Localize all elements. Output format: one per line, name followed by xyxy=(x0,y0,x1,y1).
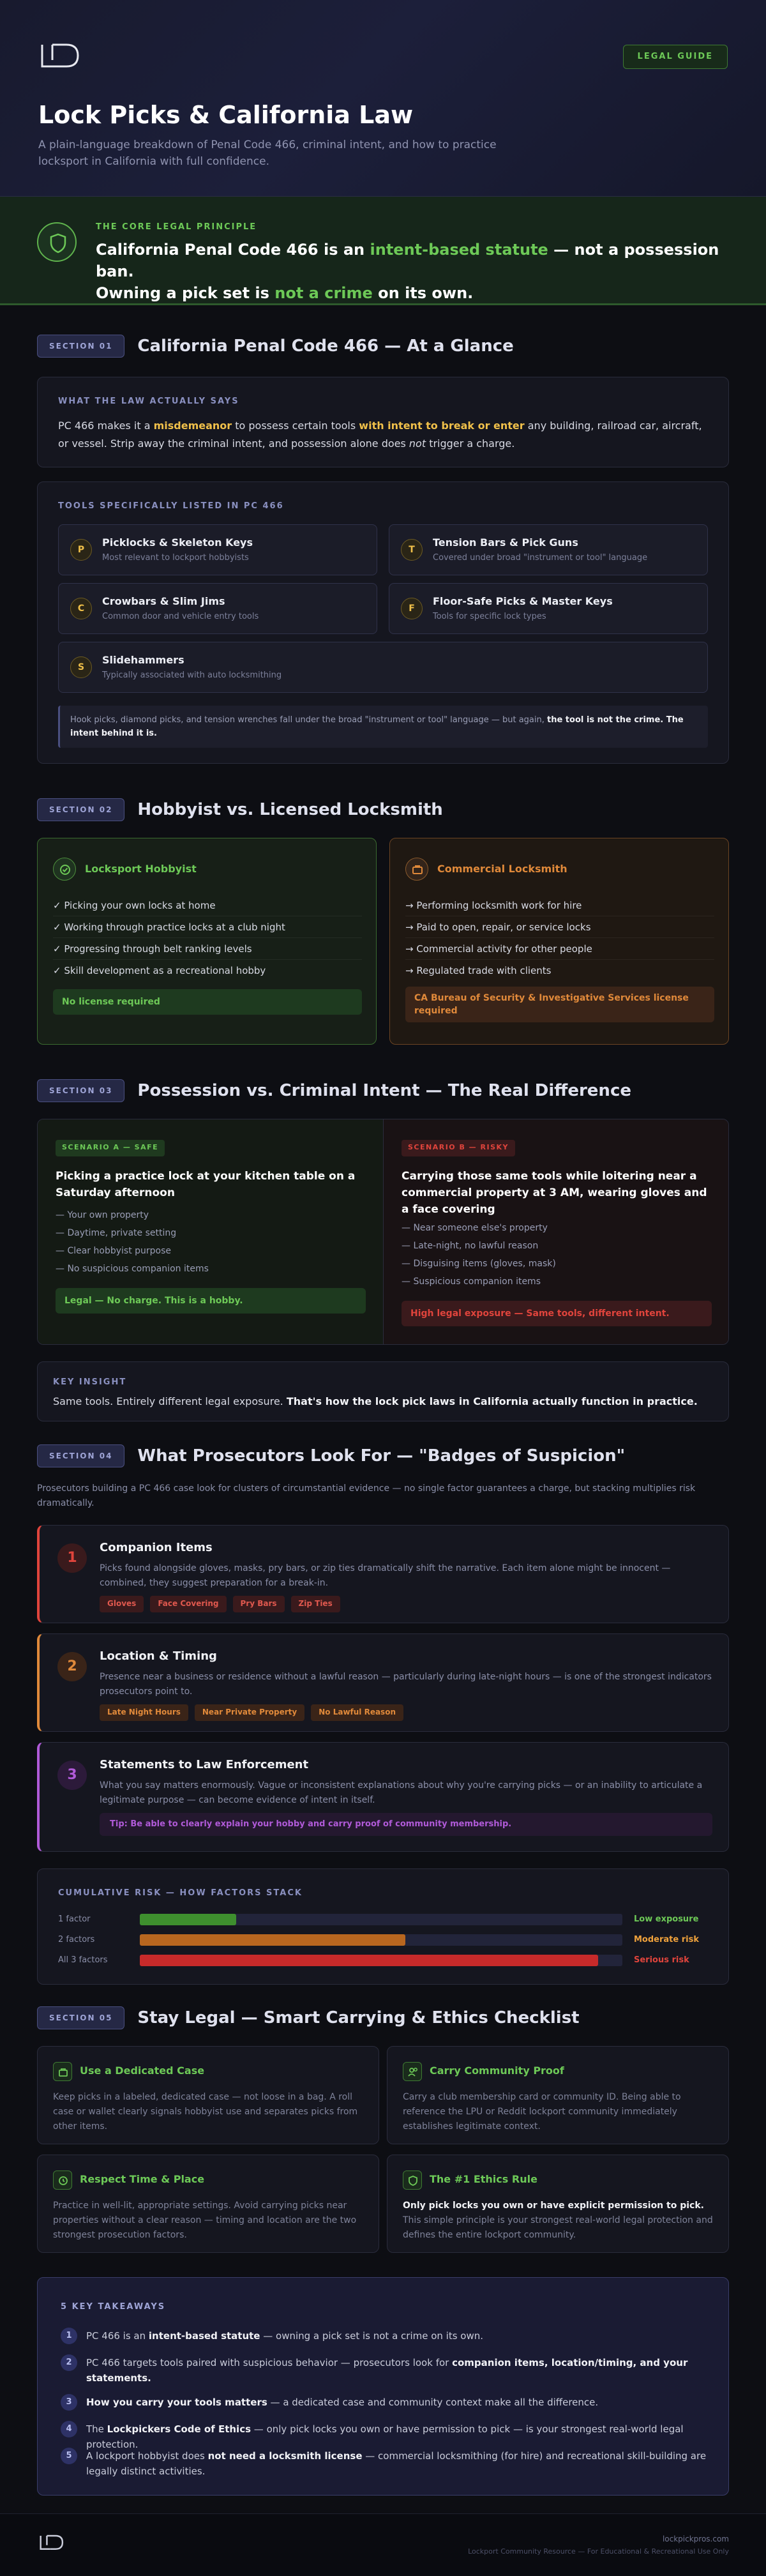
risk-result: Low exposure xyxy=(634,1914,699,1924)
hobbyist-license-note: No license required xyxy=(53,989,362,1015)
scenario-b-tag-wrap xyxy=(402,1140,515,1156)
risk-result: Serious risk xyxy=(634,1955,689,1965)
list-item: → Regulated trade with clients xyxy=(405,965,552,976)
checklist-card-time-place xyxy=(37,2155,379,2253)
list-item: — Near someone else's property xyxy=(402,1223,548,1233)
scenario-a-list xyxy=(56,1206,209,1278)
takeaway-item: The Lockpickers Code of Ethics — only pick locks you own or have permission to pick — is your strongest real-world legal protection. xyxy=(86,2423,684,2450)
scenario-b-verdict: High legal exposure — Same tools, different intent. xyxy=(402,1301,712,1326)
section-pill: SECTION 02 xyxy=(37,798,124,821)
footer-site-link[interactable]: lockpickpros.com xyxy=(662,2534,729,2543)
locksmith-list xyxy=(405,895,714,981)
tool-item xyxy=(389,524,708,575)
checklist-title: Carry Community Proof xyxy=(430,2065,564,2077)
checklist-card-proof xyxy=(387,2046,729,2144)
cumulative-risk-card xyxy=(37,1868,729,1985)
key-insight-text: Same tools. Entirely different legal exposure. That's how the lock pick laws in California actually function in practice. xyxy=(53,1395,698,1407)
risk-bar-fill xyxy=(140,1934,405,1946)
section-pill: SECTION 03 xyxy=(37,1079,124,1102)
list-item: — Clear hobbyist purpose xyxy=(56,1246,172,1256)
tag: Pry Bars xyxy=(233,1596,285,1612)
section-pill: SECTION 04 xyxy=(37,1444,124,1467)
takeaway-number: 3 xyxy=(61,2394,77,2411)
tools-label: TOOLS SPECIFICALLY LISTED IN PC 466 xyxy=(58,501,284,511)
scenario-a xyxy=(38,1119,384,1345)
list-item: → Paid to open, repair, or service locks xyxy=(405,916,714,938)
tool-letter-icon: C xyxy=(70,598,92,619)
badge-number: 1 xyxy=(57,1543,87,1573)
badge-title: Companion Items xyxy=(100,1541,213,1554)
takeaway-number: 4 xyxy=(61,2421,77,2437)
tag: Near Private Property xyxy=(195,1704,304,1721)
footer xyxy=(0,2513,766,2576)
tool-title: Tension Bars & Pick Guns xyxy=(433,536,578,549)
shield-icon xyxy=(37,222,77,262)
risk-factor-label: All 3 factors xyxy=(58,1955,108,1965)
tool-letter-icon: F xyxy=(401,598,423,619)
badge-desc: What you say matters enormously. Vague or inconsistent explanations about why you're carrying picks — or an inability to articulate a legitimate purpose — can become evidence of intent in itself. xyxy=(100,1780,703,1805)
scenario-a-title: Picking a practice lock at your kitchen table on a Saturday afternoon xyxy=(56,1170,356,1199)
badge-desc: Picks found alongside gloves, masks, pry bars, or zip ties dramatically shift the narrative. Each item alone might be innocent — combined, they suggest preparation for a break-in. xyxy=(100,1563,671,1588)
checklist-desc: Carry a club membership card or community ID. Being able to reference the LPU or Reddit lockport community immediately establishes legitimate context. xyxy=(403,2092,681,2132)
tool-desc: Typically associated with auto locksmithing xyxy=(102,671,282,680)
page-title: Lock Picks & California Law xyxy=(38,101,414,129)
locksmith-title: Commercial Locksmith xyxy=(437,863,567,875)
tool-letter-icon: P xyxy=(70,539,92,561)
badge-title: Location & Timing xyxy=(100,1649,217,1663)
clock-icon xyxy=(53,2171,72,2190)
tool-title: Floor-Safe Picks & Master Keys xyxy=(433,595,613,607)
tool-letter-icon: S xyxy=(70,656,92,678)
list-item: — Daytime, private setting xyxy=(56,1228,177,1238)
risk-factor-label: 1 factor xyxy=(58,1914,91,1924)
tag: No Lawful Reason xyxy=(311,1704,403,1721)
takeaway-item: How you carry your tools matters — a dedicated case and community context make all the difference. xyxy=(86,2397,599,2408)
section-pill: SECTION 01 xyxy=(37,335,124,358)
takeaway-number: 2 xyxy=(61,2354,77,2371)
section-pill: SECTION 05 xyxy=(37,2006,124,2029)
takeaway-number: 5 xyxy=(61,2448,77,2464)
scenario-b-title: Carrying those same tools while loitering near a commercial property at 3 AM, wearing gloves and a face covering xyxy=(402,1170,707,1216)
tool-item xyxy=(58,524,377,575)
checklist-desc: Keep picks in a labeled, dedicated case — not loose in a bag. A roll case or wallet clearly signals hobbyist use and separates picks from other items. xyxy=(53,2092,358,2132)
section-03-header xyxy=(37,1078,631,1103)
tool-letter-icon: T xyxy=(401,539,423,561)
hobbyist-title: Locksport Hobbyist xyxy=(85,863,197,875)
core-principle-banner xyxy=(0,197,766,305)
tool-desc: Tools for specific lock types xyxy=(433,612,546,621)
badge-desc: Presence near a business or residence without a lawful reason — particularly during late-night hours — is one of the strongest indicators prosecutors point to. xyxy=(100,1672,712,1697)
shield-icon xyxy=(403,2171,422,2190)
list-item: — Suspicious companion items xyxy=(402,1277,541,1287)
badge-location-timing xyxy=(37,1633,729,1732)
list-item: ✓ Progressing through belt ranking levels xyxy=(53,938,362,960)
takeaways-label: 5 KEY TAKEAWAYS xyxy=(61,2302,166,2312)
tool-desc: Covered under broad "instrument or tool" language xyxy=(433,553,648,563)
risk-bar-track xyxy=(140,1914,622,1925)
checklist-card-case xyxy=(37,2046,379,2144)
section-title: Hobbyist vs. Licensed Locksmith xyxy=(137,800,443,819)
badge-number: 2 xyxy=(57,1652,87,1681)
locksmith-license-note: CA Bureau of Security & Investigative Services license required xyxy=(405,987,714,1022)
legal-guide-badge: LEGAL GUIDE xyxy=(623,45,728,69)
badge-tags xyxy=(100,1596,347,1612)
risk-bar-fill xyxy=(140,1955,598,1966)
checklist-desc: Practice in well-lit, appropriate settings. Avoid carrying picks near properties without a clear reason — timing and location are the two strongest prosecution factors. xyxy=(53,2201,357,2240)
section-04-header xyxy=(37,1443,625,1469)
list-item: — No suspicious companion items xyxy=(56,1264,209,1274)
risk-result: Moderate risk xyxy=(634,1935,699,1944)
section-02-header xyxy=(37,797,443,822)
footer-tagline: Lockport Community Resource — For Educational & Recreational Use Only xyxy=(468,2547,729,2556)
tool-title: Crowbars & Slim Jims xyxy=(102,595,225,607)
badge-statements xyxy=(37,1742,729,1852)
list-item: ✓ Skill development as a recreational hobby xyxy=(53,965,266,976)
checklist-desc: Only pick locks you own or have explicit permission to pick. This simple principle is your strongest real-world legal protection and defines the entire lockport community. xyxy=(403,2201,713,2240)
case-icon xyxy=(53,2062,72,2081)
badge-number: 3 xyxy=(57,1761,87,1790)
risk-factor-label: 2 factors xyxy=(58,1935,95,1944)
law-says-card xyxy=(37,377,729,467)
hobbyist-list xyxy=(53,895,362,981)
locksmith-card xyxy=(389,838,729,1045)
list-item: — Late-night, no lawful reason xyxy=(402,1241,539,1251)
tool-title: Slidehammers xyxy=(102,654,184,666)
law-says-label: WHAT THE LAW ACTUALLY SAYS xyxy=(58,397,239,406)
risk-bar-fill xyxy=(140,1914,236,1925)
tools-listed-card xyxy=(37,481,729,764)
badge-companion-items xyxy=(37,1525,729,1623)
key-insight-label: KEY INSIGHT xyxy=(53,1377,127,1387)
section-04-intro: Prosecutors building a PC 466 case look for clusters of circumstantial evidence — no single factor guarantees a charge, but stacking multiplies risk dramatically. xyxy=(37,1483,696,1508)
site-logo[interactable] xyxy=(38,41,84,72)
checklist-title: The #1 Ethics Rule xyxy=(430,2173,537,2185)
list-item: → Commercial activity for other people xyxy=(405,938,714,960)
takeaway-item: PC 466 targets tools paired with suspicious behavior — prosecutors look for companion items, location/timing, and your statements. xyxy=(86,2357,688,2384)
list-item: — Disguising items (gloves, mask) xyxy=(402,1259,556,1269)
tag: Zip Ties xyxy=(291,1596,340,1612)
scenario-comparison xyxy=(37,1119,729,1345)
list-item: ✓ Picking your own locks at home xyxy=(53,895,362,916)
users-icon xyxy=(403,2062,422,2081)
badge-tip: Tip: Be able to clearly explain your hobby and carry proof of community membership. xyxy=(100,1813,712,1836)
footer-logo[interactable] xyxy=(38,2533,66,2552)
tag: Gloves xyxy=(100,1596,144,1612)
law-says-text: PC 466 makes it a misdemeanor to possess certain tools with intent to break or enter any building, railroad car, aircraft, or vessel. Strip away the criminal intent, and possession alone does not trigger a charge. xyxy=(58,420,702,450)
checklist-card-ethics xyxy=(387,2155,729,2253)
takeaway-number: 1 xyxy=(61,2328,77,2344)
badge-title: Statements to Law Enforcement xyxy=(100,1758,309,1771)
scenario-b-tag: SCENARIO B — RISKY xyxy=(402,1140,515,1156)
scenario-b xyxy=(384,1119,729,1345)
section-title: California Penal Code 466 — At a Glance xyxy=(137,337,514,356)
takeaway-item: A lockport hobbyist does not need a locksmith license — commercial locksmithing (for hire) and recreational skill-building are legally distinct activities. xyxy=(86,2450,707,2477)
scenario-a-tag-wrap xyxy=(56,1140,165,1156)
scenario-a-verdict: Legal — No charge. This is a hobby. xyxy=(56,1288,366,1314)
section-05-header xyxy=(37,2005,580,2031)
badge-tags xyxy=(100,1704,410,1721)
tool-desc: Most relevant to lockport hobbyists xyxy=(102,553,249,563)
risk-label: CUMULATIVE RISK — HOW FACTORS STACK xyxy=(58,1888,303,1898)
tag: Face Covering xyxy=(150,1596,226,1612)
tool-item xyxy=(58,583,377,634)
risk-bar-track xyxy=(140,1955,622,1966)
key-takeaways-card xyxy=(37,2277,729,2496)
checklist-title: Use a Dedicated Case xyxy=(80,2065,205,2077)
list-item: → Performing locksmith work for hire xyxy=(405,895,714,916)
section-01-header xyxy=(37,333,514,359)
tool-item xyxy=(389,583,708,634)
hobbyist-card xyxy=(37,838,377,1045)
section-title: What Prosecutors Look For — "Badges of Suspicion" xyxy=(137,1446,626,1466)
risk-bar-track xyxy=(140,1934,622,1946)
page-subtitle: A plain-language breakdown of Penal Code 466, criminal intent, and how to practice locksport in California with full confidence. xyxy=(38,139,497,168)
tool-desc: Common door and vehicle entry tools xyxy=(102,612,259,621)
list-item: — Your own property xyxy=(56,1210,149,1220)
scenario-b-list xyxy=(402,1219,556,1291)
briefcase-icon xyxy=(405,858,428,881)
list-item: ✓ Working through practice locks at a club night xyxy=(53,916,362,938)
core-principle-label: THE CORE LEGAL PRINCIPLE xyxy=(96,222,257,232)
section-title: Possession vs. Criminal Intent — The Real Difference xyxy=(137,1081,631,1100)
scenario-a-tag: SCENARIO A — SAFE xyxy=(56,1140,165,1156)
core-principle-text: California Penal Code 466 is an intent-based statute — not a possession ban. Owning a pick set is not a crime on its own. xyxy=(96,241,719,302)
checklist-title: Respect Time & Place xyxy=(80,2173,205,2185)
section-title: Stay Legal — Smart Carrying & Ethics Checklist xyxy=(137,2008,580,2027)
tool-item xyxy=(58,642,708,693)
tag: Late Night Hours xyxy=(100,1704,188,1721)
takeaway-item: PC 466 is an intent-based statute — owning a pick set is not a crime on its own. xyxy=(86,2330,484,2342)
check-circle-icon xyxy=(53,858,76,881)
key-insight-card xyxy=(37,1361,729,1421)
hero-header xyxy=(0,0,766,197)
tool-title: Picklocks & Skeleton Keys xyxy=(102,536,253,549)
tools-note: Hook picks, diamond picks, and tension wrenches fall under the broad "instrument or tool" language — but again, the tool is not the crime. The intent behind it is. xyxy=(58,706,708,748)
